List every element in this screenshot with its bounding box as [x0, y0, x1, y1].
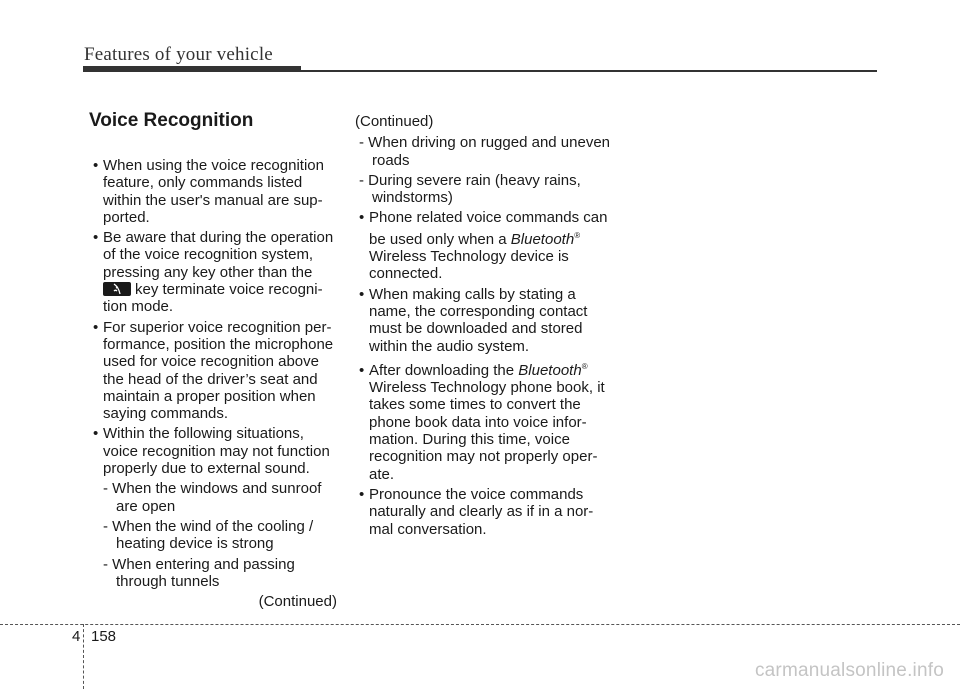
bullet-text: key terminate voice recogni-tion mode.	[103, 281, 323, 316]
bullet-item: • After downloading the Bluetooth® Wireless Technology phone book, it takes some times to convert the phone book data into voice infor-mation. During this time, voice recognition may not properly oper-ate.	[359, 361, 605, 483]
bluetooth-mark: Bluetooth	[510, 230, 575, 248]
watermark: carmanualsonline.info	[754, 660, 944, 681]
page-number: 158	[91, 628, 117, 645]
bullet-text: When using the voice recognition feature, only commands listed within the user's manual are sup-ported.	[103, 157, 324, 226]
bullet-text: When making calls by stating a name, the corresponding contact must be downloaded and stored within the audio system.	[369, 285, 588, 355]
bullet-item: • Be aware that during the operation of the voice recognition system, pressing any key other than the key terminate voice recogni-tion mode.	[93, 229, 334, 316]
bullet-text: Within the following situations, voice recognition may not function properly due to external sound.	[103, 425, 330, 478]
header-rule-thin	[301, 70, 877, 72]
continued-label: (Continued)	[355, 113, 434, 130]
registered-mark: ®	[581, 361, 588, 371]
bullet-item: • Pronounce the voice commands naturally and clearly as if in a nor-mal conversation.	[359, 485, 594, 538]
bullet-item: • When making calls by stating a name, the corresponding contact must be downloaded and stored within the audio system.	[359, 285, 588, 355]
bullet-text: After downloading the	[369, 361, 515, 379]
dash-item: - During severe rain (heavy rains, windstorms)	[359, 171, 581, 207]
footer-rule-vertical	[83, 624, 84, 689]
left-column	[89, 157, 337, 610]
bullet-item: • When using the voice recognition feature, only commands listed within the user's manual are sup-ported.	[93, 157, 324, 226]
bullet-item: • Phone related voice commands can be used only when a Bluetooth® Wireless Technology device is connected.	[359, 209, 608, 283]
dash-item: - When the wind of the cooling / heating device is strong	[103, 517, 314, 553]
bluetooth-mark: Bluetooth	[518, 361, 582, 379]
bullet-text: For superior voice recognition per-formance, position the microphone used for voice recognition above the head of the driver’s seat and maintain a proper position when saying commands.	[103, 318, 334, 423]
header-title: Features of your vehicle	[84, 44, 273, 65]
registered-mark: ®	[574, 230, 581, 240]
bullet-text: Pronounce the voice commands naturally and clearly as if in a nor-mal conversation.	[369, 485, 594, 538]
bullet-text: Be aware that during the operation of the voice recognition system, pressing any key other than the	[103, 229, 334, 281]
bullet-item: • For superior voice recognition per-formance, position the microphone used for voice recognition above the head of the driver’s seat and maintain a proper position when saying commands.	[93, 318, 334, 423]
dash-item: - When the windows and sunroof are open	[103, 480, 322, 515]
bullet-text: Phone related voice commands can be used only when a	[369, 209, 608, 248]
right-column	[355, 113, 615, 541]
continued-label: (Continued)	[258, 593, 337, 611]
bullet-text: Wireless Technology phone book, it takes some times to convert the phone book data into voice infor-mation. During this time, voice recognition may not properly oper-ate.	[369, 379, 605, 483]
footer-rule-horizontal	[0, 624, 960, 625]
section-heading: Voice Recognition	[89, 110, 254, 131]
page-chapter: 4	[72, 628, 81, 645]
bullet-text: Wireless Technology device is connected.	[369, 248, 569, 283]
dash-item: - When driving on rugged and uneven roads	[359, 134, 611, 169]
voice-talk-key-icon	[103, 282, 131, 296]
header-rule-thick	[83, 66, 301, 72]
bullet-item: • Within the following situations, voice recognition may not function properly due to external sound.	[93, 425, 330, 478]
dash-item: - When entering and passing through tunnels	[103, 555, 295, 590]
